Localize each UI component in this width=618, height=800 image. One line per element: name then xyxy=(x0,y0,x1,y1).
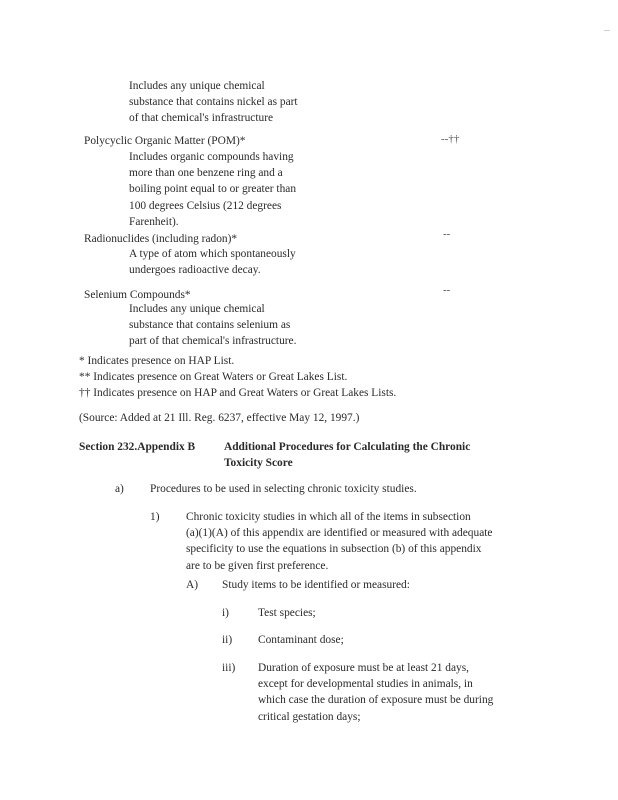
entry-name: Selenium Compounds* xyxy=(84,289,191,301)
description-line: Includes any unique chemical xyxy=(129,80,265,92)
description-line: part of that chemical's infrastructure. xyxy=(129,335,297,348)
description-line: A type of atom which spontaneously xyxy=(129,248,296,260)
description-line: 100 degrees Celsius (212 degrees xyxy=(129,199,282,212)
item-line: are to be given first preference. xyxy=(186,559,329,572)
item-text-1 xyxy=(186,509,492,574)
entry-description xyxy=(129,149,296,230)
description-line: substance that contains selenium as xyxy=(129,319,291,332)
entry-description xyxy=(129,246,296,278)
entry-description xyxy=(129,78,298,127)
description-line: undergoes radioactive decay. xyxy=(129,264,261,277)
item-label-a: a) xyxy=(115,483,124,495)
entry-list-mark: -- xyxy=(443,228,451,240)
item-line: except for developmental studies in animals, in xyxy=(258,678,473,691)
description-line: Includes any unique chemical xyxy=(129,303,265,315)
description-line: more than one benzene ring and a xyxy=(129,167,283,180)
item-text-ii: Contaminant dose; xyxy=(258,634,344,646)
item-line: Chronic toxicity studies in which all of the items in subsection xyxy=(186,511,471,523)
footnotes xyxy=(79,353,396,402)
description-line: of that chemical's infrastructure xyxy=(129,112,274,125)
item-label-iii: iii) xyxy=(222,662,236,674)
scan-artifact xyxy=(604,30,610,31)
item-label-1: 1) xyxy=(150,511,160,523)
item-line: critical gestation days; xyxy=(258,710,361,723)
item-text-iii xyxy=(258,660,493,725)
item-label-ii: ii) xyxy=(222,634,233,646)
section-title-line: Additional Procedures for Calculating the Chronic xyxy=(224,441,471,453)
item-label-i: i) xyxy=(222,607,229,619)
section-title xyxy=(224,439,470,471)
item-text-a: Procedures to be used in selecting chronic toxicity studies. xyxy=(150,483,417,495)
footnote: * Indicates presence on HAP List. xyxy=(79,355,235,367)
entry-description xyxy=(129,301,296,350)
footnote: †† Indicates presence on HAP and Great Waters or Great Lakes Lists. xyxy=(79,387,397,400)
description-line: boiling point equal to or greater than xyxy=(129,183,297,196)
footnote: ** Indicates presence on Great Waters or Great Lakes List. xyxy=(79,371,348,384)
entry-list-mark: --†† xyxy=(441,133,460,145)
entry-name: Radionuclides (including radon)* xyxy=(84,233,238,245)
entry-name: Polycyclic Organic Matter (POM)* xyxy=(84,135,246,147)
description-line: Includes organic compounds having xyxy=(129,151,294,163)
item-line: Duration of exposure must be at least 21 days, xyxy=(258,662,469,674)
item-line: (a)(1)(A) of this appendix are identified or measured with adequate xyxy=(186,527,493,540)
entry-list-mark: -- xyxy=(443,284,451,296)
section-title-line: Toxicity Score xyxy=(224,457,293,470)
section-number: Section 232.Appendix B xyxy=(79,441,196,453)
item-line: which case the duration of exposure must be during xyxy=(258,694,494,707)
description-line: substance that contains nickel as part xyxy=(129,96,298,109)
item-label-A: A) xyxy=(186,579,199,591)
description-line: Farenheit). xyxy=(129,215,179,228)
item-line: specificity to use the equations in subsection (b) of this appendix xyxy=(186,543,482,556)
item-text-A: Study items to be identified or measured: xyxy=(222,579,410,591)
item-text-i: Test species; xyxy=(258,607,316,619)
source-note: (Source: Added at 21 Ill. Reg. 6237, effective May 12, 1997.) xyxy=(79,412,360,424)
